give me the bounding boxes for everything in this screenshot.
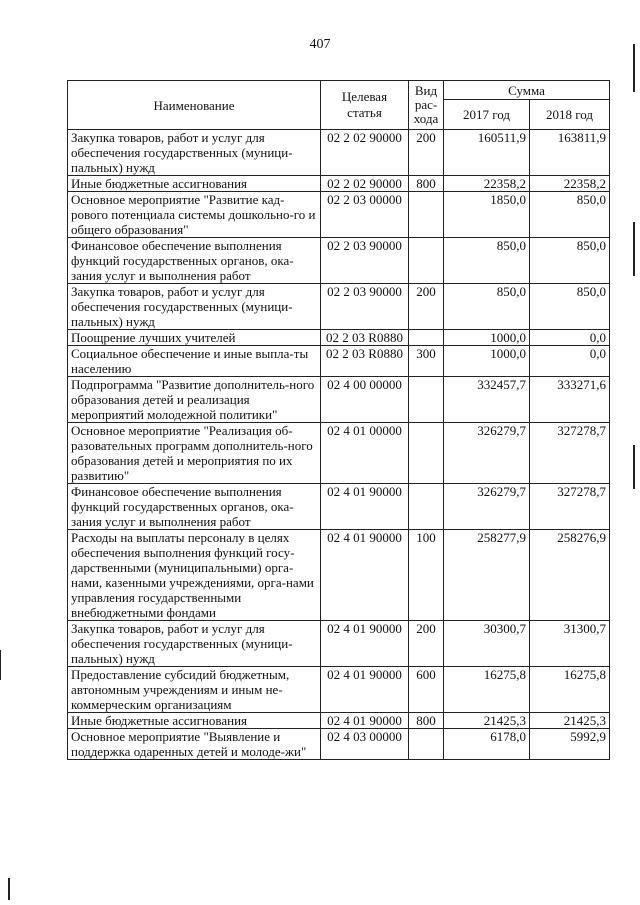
edge-mark bbox=[8, 878, 10, 900]
table-row bbox=[68, 621, 610, 667]
row-target-code: 02 4 01 90000 bbox=[321, 530, 409, 621]
row-expense-type: 200 bbox=[409, 284, 444, 330]
row-value-2017: 21425,3 bbox=[444, 713, 530, 729]
row-target-code: 02 2 02 90000 bbox=[321, 130, 409, 176]
table-row bbox=[68, 284, 610, 330]
row-expense-type: 300 bbox=[409, 346, 444, 377]
edge-mark bbox=[633, 445, 635, 489]
row-value-2017: 1000,0 bbox=[444, 330, 530, 346]
row-value-2017: 30300,7 bbox=[444, 621, 530, 667]
row-expense-type bbox=[409, 729, 444, 760]
row-name: Предоставление субсидий бюджетным, автономным учреждениям и иным не-коммерческим организациям bbox=[68, 667, 321, 713]
row-value-2017: 22358,2 bbox=[444, 176, 530, 192]
row-expense-type: 200 bbox=[409, 130, 444, 176]
row-name: Расходы на выплаты персоналу в целях обеспечения выполнения функций госу-дарственными (муниципальными) орга-нами, казенными учреждениями, орга-нами управления государственными внебюджетными фондами bbox=[68, 530, 321, 621]
row-value-2017: 850,0 bbox=[444, 284, 530, 330]
row-expense-type bbox=[409, 484, 444, 530]
row-value-2018: 16275,8 bbox=[530, 667, 610, 713]
row-value-2018: 21425,3 bbox=[530, 713, 610, 729]
row-value-2017: 332457,7 bbox=[444, 377, 530, 423]
row-target-code: 02 4 03 00000 bbox=[321, 729, 409, 760]
row-value-2018: 163811,9 bbox=[530, 130, 610, 176]
row-target-code: 02 4 01 90000 bbox=[321, 484, 409, 530]
table-row bbox=[68, 330, 610, 346]
table-row bbox=[68, 484, 610, 530]
table-row bbox=[68, 667, 610, 713]
row-name: Закупка товаров, работ и услуг для обеспечения государственных (муници-пальных) нужд bbox=[68, 130, 321, 176]
page-number: 407 bbox=[309, 37, 331, 52]
row-target-code: 02 2 03 R0880 bbox=[321, 330, 409, 346]
row-name: Закупка товаров, работ и услуг для обеспечения государственных (муници-пальных) нужд bbox=[68, 284, 321, 330]
header-name: Наименование bbox=[68, 81, 321, 130]
budget-table bbox=[67, 80, 610, 760]
row-target-code: 02 4 00 00000 bbox=[321, 377, 409, 423]
table-row bbox=[68, 346, 610, 377]
row-value-2017: 6178,0 bbox=[444, 729, 530, 760]
row-value-2017: 1850,0 bbox=[444, 192, 530, 238]
row-name: Социальное обеспечение и иные выпла-ты населению bbox=[68, 346, 321, 377]
row-name: Основное мероприятие "Выявление и поддержка одаренных детей и молоде-жи" bbox=[68, 729, 321, 760]
row-name: Подпрограмма "Развитие дополнитель-ного образования детей и реализация мероприятий молодежной политики" bbox=[68, 377, 321, 423]
row-target-code: 02 2 03 90000 bbox=[321, 238, 409, 284]
row-name: Поощрение лучших учителей bbox=[68, 330, 321, 346]
row-expense-type bbox=[409, 423, 444, 484]
header-target: Целевая статья bbox=[321, 81, 409, 130]
row-target-code: 02 2 03 90000 bbox=[321, 284, 409, 330]
row-name: Основное мероприятие "Реализация об-разовательных программ дополнитель-ного образования детей и мероприятия по их развитию" bbox=[68, 423, 321, 484]
row-target-code: 02 2 03 00000 bbox=[321, 192, 409, 238]
row-expense-type bbox=[409, 238, 444, 284]
edge-mark bbox=[633, 222, 635, 276]
row-target-code: 02 4 01 00000 bbox=[321, 423, 409, 484]
row-target-code: 02 2 02 90000 bbox=[321, 176, 409, 192]
table-row bbox=[68, 713, 610, 729]
row-name: Иные бюджетные ассигнования bbox=[68, 713, 321, 729]
row-expense-type: 200 bbox=[409, 621, 444, 667]
row-value-2017: 16275,8 bbox=[444, 667, 530, 713]
row-name: Финансовое обеспечение выполнения функций государственных органов, ока-зания услуг и выполнения работ bbox=[68, 484, 321, 530]
edge-mark bbox=[633, 44, 635, 92]
row-expense-type: 800 bbox=[409, 176, 444, 192]
table-row bbox=[68, 192, 610, 238]
row-value-2018: 258276,9 bbox=[530, 530, 610, 621]
row-value-2017: 326279,7 bbox=[444, 484, 530, 530]
row-name: Закупка товаров, работ и услуг для обеспечения государственных (муници-пальных) нужд bbox=[68, 621, 321, 667]
edge-mark bbox=[0, 650, 1, 680]
row-value-2018: 22358,2 bbox=[530, 176, 610, 192]
row-value-2018: 5992,9 bbox=[530, 729, 610, 760]
row-value-2017: 160511,9 bbox=[444, 130, 530, 176]
table-row bbox=[68, 130, 610, 176]
table-row bbox=[68, 377, 610, 423]
row-value-2018: 850,0 bbox=[530, 192, 610, 238]
table-row bbox=[68, 423, 610, 484]
row-name: Основное мероприятие "Развитие кад-рового потенциала системы дошкольно-го и общего образования" bbox=[68, 192, 321, 238]
row-value-2017: 326279,7 bbox=[444, 423, 530, 484]
row-name: Финансовое обеспечение выполнения функций государственных органов, ока-зания услуг и выполнения работ bbox=[68, 238, 321, 284]
row-value-2018: 0,0 bbox=[530, 330, 610, 346]
header-2018: 2018 год bbox=[530, 100, 610, 130]
row-target-code: 02 2 03 R0880 bbox=[321, 346, 409, 377]
table-row bbox=[68, 530, 610, 621]
table-row bbox=[68, 176, 610, 192]
row-value-2018: 333271,6 bbox=[530, 377, 610, 423]
table-body bbox=[68, 130, 610, 760]
table-row bbox=[68, 729, 610, 760]
row-value-2017: 258277,9 bbox=[444, 530, 530, 621]
row-target-code: 02 4 01 90000 bbox=[321, 621, 409, 667]
row-expense-type: 600 bbox=[409, 667, 444, 713]
row-target-code: 02 4 01 90000 bbox=[321, 713, 409, 729]
row-name: Иные бюджетные ассигнования bbox=[68, 176, 321, 192]
row-expense-type: 100 bbox=[409, 530, 444, 621]
row-target-code: 02 4 01 90000 bbox=[321, 667, 409, 713]
row-value-2018: 850,0 bbox=[530, 238, 610, 284]
row-expense-type bbox=[409, 330, 444, 346]
header-2017: 2017 год bbox=[444, 100, 530, 130]
row-value-2018: 327278,7 bbox=[530, 423, 610, 484]
row-value-2018: 0,0 bbox=[530, 346, 610, 377]
row-value-2018: 31300,7 bbox=[530, 621, 610, 667]
header-type: Вид рас-хода bbox=[409, 81, 444, 130]
row-value-2018: 850,0 bbox=[530, 284, 610, 330]
row-expense-type: 800 bbox=[409, 713, 444, 729]
row-value-2017: 850,0 bbox=[444, 238, 530, 284]
row-value-2017: 1000,0 bbox=[444, 346, 530, 377]
table-row bbox=[68, 238, 610, 284]
header-sum: Сумма bbox=[444, 81, 610, 100]
row-expense-type bbox=[409, 377, 444, 423]
row-value-2018: 327278,7 bbox=[530, 484, 610, 530]
row-expense-type bbox=[409, 192, 444, 238]
